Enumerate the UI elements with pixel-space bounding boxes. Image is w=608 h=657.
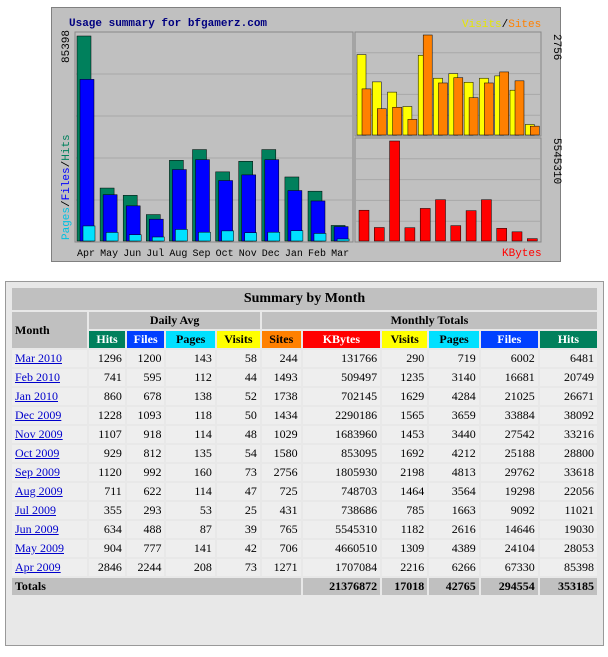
cell-visits: 785 [382, 502, 427, 519]
cell-d-visits: 44 [217, 369, 260, 386]
cell-hits: 85398 [540, 559, 597, 576]
bar-kbytes [512, 232, 522, 241]
cell-d-files: 1093 [127, 407, 165, 424]
cell-visits: 290 [382, 350, 427, 367]
bar-files [265, 160, 279, 241]
cell-visits: 1182 [382, 521, 427, 538]
cell-d-hits: 711 [89, 483, 125, 500]
cell-hits: 33618 [540, 464, 597, 481]
cell-visits: 1464 [382, 483, 427, 500]
bar-kbytes [374, 227, 384, 241]
cell-pages: 4813 [429, 464, 478, 481]
cell-pages: 3140 [429, 369, 478, 386]
cell-hits: 28053 [540, 540, 597, 557]
cell-hits: 11021 [540, 502, 597, 519]
bar-pages [268, 232, 280, 241]
cell-d-visits: 48 [217, 426, 260, 443]
totals-label: Totals [12, 578, 301, 595]
bar-kbytes [390, 141, 400, 241]
cell-d-files: 812 [127, 445, 165, 462]
cell-visits: 1453 [382, 426, 427, 443]
month-header: Month [12, 312, 87, 348]
month-cell [12, 559, 87, 576]
cell-d-files: 992 [127, 464, 165, 481]
col-sites: Sites [262, 331, 301, 348]
cell-kbytes: 131766 [303, 350, 380, 367]
table-row [12, 407, 597, 424]
cell-visits: 1309 [382, 540, 427, 557]
cell-d-pages: 141 [166, 540, 214, 557]
cell-kbytes: 702145 [303, 388, 380, 405]
bar-pages [106, 232, 118, 241]
cell-visits: 1235 [382, 369, 427, 386]
cell-pages: 1663 [429, 502, 478, 519]
cell-sites: 1493 [262, 369, 301, 386]
cell-d-files: 2244 [127, 559, 165, 576]
cell-sites: 765 [262, 521, 301, 538]
month-label: Sep [192, 249, 211, 260]
table-row [12, 559, 597, 576]
cell-files: 16681 [481, 369, 538, 386]
cell-pages: 2616 [429, 521, 478, 538]
month-label: Apr [76, 249, 96, 260]
month-cell [12, 350, 87, 367]
month-cell [12, 502, 87, 519]
month-cell [12, 483, 87, 500]
cell-d-pages: 135 [166, 445, 214, 462]
legend-sep: / [501, 19, 509, 31]
month-cell [12, 445, 87, 462]
bar-pages [314, 233, 326, 241]
bar-kbytes [466, 211, 476, 241]
cell-d-pages: 160 [166, 464, 214, 481]
cell-d-files: 293 [127, 502, 165, 519]
cell-d-visits: 47 [217, 483, 260, 500]
month-label: Jul [146, 249, 165, 260]
cell-sites: 1271 [262, 559, 301, 576]
cell-d-files: 622 [127, 483, 165, 500]
cell-d-files: 595 [127, 369, 165, 386]
bar-files [242, 175, 256, 241]
cell-d-hits: 355 [89, 502, 125, 519]
month-link[interactable]: Feb 2010 [15, 370, 60, 384]
col-pages: Pages [429, 331, 478, 348]
bar-sites [500, 72, 509, 135]
cell-sites: 431 [262, 502, 301, 519]
month-link[interactable]: May 2009 [15, 541, 64, 555]
cell-visits: 1692 [382, 445, 427, 462]
total-hits: 353185 [540, 578, 597, 595]
bar-pages [337, 239, 349, 241]
cell-d-visits: 39 [217, 521, 260, 538]
cell-hits: 22056 [540, 483, 597, 500]
cell-kbytes: 5545310 [303, 521, 380, 538]
table-row [12, 540, 597, 557]
cell-d-visits: 73 [217, 464, 260, 481]
cell-visits: 2198 [382, 464, 427, 481]
bar-pages [83, 226, 95, 241]
table-row [12, 502, 597, 519]
cell-kbytes: 1805930 [303, 464, 380, 481]
summary-table [10, 286, 599, 597]
cell-d-hits: 929 [89, 445, 125, 462]
bar-kbytes [451, 226, 461, 241]
cell-d-hits: 1296 [89, 350, 125, 367]
bar-sites [393, 107, 402, 135]
cell-d-hits: 2846 [89, 559, 125, 576]
cell-pages: 4389 [429, 540, 478, 557]
right-top-max-label: 2756 [550, 34, 562, 61]
cell-kbytes: 509497 [303, 369, 380, 386]
total-files: 294554 [481, 578, 538, 595]
bar-pages [199, 232, 211, 241]
cell-files: 19298 [481, 483, 538, 500]
axis-legend-hits: Hits [61, 134, 73, 161]
table-row [12, 445, 597, 462]
month-link[interactable]: Dec 2009 [15, 408, 62, 422]
month-link[interactable]: Mar 2010 [15, 351, 62, 365]
cell-d-visits: 54 [217, 445, 260, 462]
cell-kbytes: 853095 [303, 445, 380, 462]
table-row [12, 521, 597, 538]
month-cell [12, 426, 87, 443]
cell-d-visits: 50 [217, 407, 260, 424]
bar-files [196, 160, 210, 241]
monthly-totals-header: Monthly Totals [262, 312, 597, 329]
cell-hits: 33216 [540, 426, 597, 443]
bar-kbytes [359, 210, 369, 241]
cell-d-pages: 114 [166, 483, 214, 500]
month-labels [77, 248, 349, 260]
month-cell [12, 521, 87, 538]
cell-files: 67330 [481, 559, 538, 576]
cell-files: 24104 [481, 540, 538, 557]
cell-files: 25188 [481, 445, 538, 462]
bar-sites [362, 89, 371, 135]
cell-d-visits: 52 [217, 388, 260, 405]
cell-d-pages: 112 [166, 369, 214, 386]
summary-by-month [5, 281, 604, 646]
cell-files: 29762 [481, 464, 538, 481]
chart-title: Usage summary for bfgamerz.com [69, 18, 268, 30]
month-label: Oct [215, 249, 234, 260]
bar-files [80, 79, 94, 241]
cell-kbytes: 4660510 [303, 540, 380, 557]
month-label: Aug [169, 249, 188, 260]
bar-kbytes [481, 200, 491, 241]
cell-d-pages: 53 [166, 502, 214, 519]
bar-sites [515, 81, 524, 135]
total-pages: 42765 [429, 578, 478, 595]
col-hits: Hits [540, 331, 597, 348]
cell-visits: 1565 [382, 407, 427, 424]
month-link[interactable]: Aug 2009 [15, 484, 63, 498]
summary-title: Summary by Month [12, 288, 597, 310]
legend-visits: Visits [462, 19, 502, 31]
month-cell [12, 388, 87, 405]
cell-pages: 4284 [429, 388, 478, 405]
usage-chart [52, 8, 562, 263]
cell-kbytes: 1707084 [303, 559, 380, 576]
bar-sites [423, 35, 432, 135]
month-label: Dec [261, 249, 280, 260]
month-label: Feb [307, 249, 327, 260]
left-max-label: 85398 [61, 29, 73, 63]
bar-kbytes [527, 239, 537, 241]
table-row [12, 426, 597, 443]
cell-d-hits: 1120 [89, 464, 125, 481]
usage-chart-panel [51, 7, 561, 262]
bar-pages [245, 233, 257, 241]
bar-pages [222, 231, 234, 241]
month-label: Jan [284, 249, 303, 260]
axis-legend-files: Files [61, 167, 73, 201]
cell-sites: 2756 [262, 464, 301, 481]
cell-sites: 725 [262, 483, 301, 500]
cell-hits: 19030 [540, 521, 597, 538]
cell-sites: 1580 [262, 445, 301, 462]
bar-sites [484, 83, 493, 135]
month-link[interactable]: Oct 2009 [15, 446, 60, 460]
cell-d-pages: 138 [166, 388, 214, 405]
cell-hits: 28800 [540, 445, 597, 462]
month-label: May [100, 249, 119, 260]
col-files: Files [481, 331, 538, 348]
cell-sites: 244 [262, 350, 301, 367]
kbytes-legend: KBytes [502, 248, 542, 260]
cell-d-visits: 42 [217, 540, 260, 557]
kbytes-plot-frame [355, 138, 541, 242]
cell-visits: 1629 [382, 388, 427, 405]
cell-d-pages: 87 [166, 521, 214, 538]
cell-files: 14646 [481, 521, 538, 538]
cell-d-pages: 143 [166, 350, 214, 367]
month-cell [12, 369, 87, 386]
cell-pages: 3564 [429, 483, 478, 500]
cell-pages: 4212 [429, 445, 478, 462]
month-cell [12, 464, 87, 481]
cell-pages: 6266 [429, 559, 478, 576]
cell-sites: 1434 [262, 407, 301, 424]
col-visits: Visits [382, 331, 427, 348]
col-daily-files: Files [127, 331, 165, 348]
table-row [12, 483, 597, 500]
cell-d-pages: 114 [166, 426, 214, 443]
col-kbytes: KBytes [303, 331, 380, 348]
cell-files: 33884 [481, 407, 538, 424]
cell-d-visits: 25 [217, 502, 260, 519]
table-row [12, 369, 597, 386]
bar-kbytes [405, 228, 415, 241]
cell-d-visits: 58 [217, 350, 260, 367]
bar-sites [408, 119, 417, 135]
cell-d-files: 777 [127, 540, 165, 557]
cell-hits: 6481 [540, 350, 597, 367]
cell-kbytes: 738686 [303, 502, 380, 519]
cell-files: 9092 [481, 502, 538, 519]
month-cell [12, 407, 87, 424]
cell-sites: 706 [262, 540, 301, 557]
cell-pages: 3440 [429, 426, 478, 443]
month-link[interactable]: Jun 2009 [15, 522, 59, 536]
cell-files: 6002 [481, 350, 538, 367]
cell-d-hits: 741 [89, 369, 125, 386]
bar-sites [377, 109, 386, 135]
cell-d-files: 678 [127, 388, 165, 405]
month-label: Nov [238, 249, 257, 260]
cell-sites: 1738 [262, 388, 301, 405]
bar-sites [469, 98, 478, 135]
cell-d-files: 488 [127, 521, 165, 538]
cell-d-pages: 208 [166, 559, 214, 576]
col-daily-hits: Hits [89, 331, 125, 348]
month-cell [12, 540, 87, 557]
bar-pages [152, 237, 164, 241]
total-visits: 17018 [382, 578, 427, 595]
col-daily-visits: Visits [217, 331, 260, 348]
legend-sites: Sites [508, 19, 542, 31]
cell-d-files: 918 [127, 426, 165, 443]
bar-pages [291, 231, 303, 241]
visits-sites-legend [462, 19, 541, 31]
axis-legend-sep: / [61, 200, 73, 207]
table-row [12, 350, 597, 367]
cell-hits: 38092 [540, 407, 597, 424]
month-link[interactable]: Jul 2009 [15, 503, 57, 517]
left-axis-legend [61, 134, 73, 240]
axis-legend-sep: / [61, 160, 73, 168]
bar-pages [175, 229, 187, 241]
cell-d-hits: 634 [89, 521, 125, 538]
summary-rows [12, 350, 597, 576]
cell-kbytes: 748703 [303, 483, 380, 500]
cell-d-hits: 904 [89, 540, 125, 557]
cell-d-hits: 1228 [89, 407, 125, 424]
axis-legend-pages: Pages [61, 206, 73, 240]
cell-files: 27542 [481, 426, 538, 443]
bar-sites [439, 83, 448, 135]
month-link[interactable]: Nov 2009 [15, 427, 63, 441]
daily-avg-header: Daily Avg [89, 312, 260, 329]
cell-d-hits: 860 [89, 388, 125, 405]
bar-sites [454, 78, 463, 135]
cell-kbytes: 2290186 [303, 407, 380, 424]
cell-pages: 719 [429, 350, 478, 367]
cell-kbytes: 1683960 [303, 426, 380, 443]
cell-hits: 20749 [540, 369, 597, 386]
cell-d-pages: 118 [166, 407, 214, 424]
bar-kbytes [436, 200, 446, 241]
cell-d-visits: 73 [217, 559, 260, 576]
total-kbytes: 21376872 [303, 578, 380, 595]
cell-hits: 26671 [540, 388, 597, 405]
month-link[interactable]: Apr 2009 [15, 560, 61, 574]
bar-kbytes [420, 208, 430, 241]
table-row [12, 464, 597, 481]
month-label: Jun [123, 249, 142, 260]
month-label: Mar [331, 249, 350, 260]
cell-files: 21025 [481, 388, 538, 405]
cell-visits: 2216 [382, 559, 427, 576]
bar-pages [129, 235, 141, 241]
cell-sites: 1029 [262, 426, 301, 443]
col-daily-pages: Pages [166, 331, 214, 348]
month-link[interactable]: Sep 2009 [15, 465, 60, 479]
cell-d-files: 1200 [127, 350, 165, 367]
bar-kbytes [497, 228, 507, 241]
month-link[interactable]: Jan 2010 [15, 389, 58, 403]
bar-sites [530, 126, 539, 135]
cell-d-hits: 1107 [89, 426, 125, 443]
table-row [12, 388, 597, 405]
right-bottom-max-label: 5545310 [550, 138, 562, 185]
cell-pages: 3659 [429, 407, 478, 424]
totals-row [12, 578, 597, 595]
